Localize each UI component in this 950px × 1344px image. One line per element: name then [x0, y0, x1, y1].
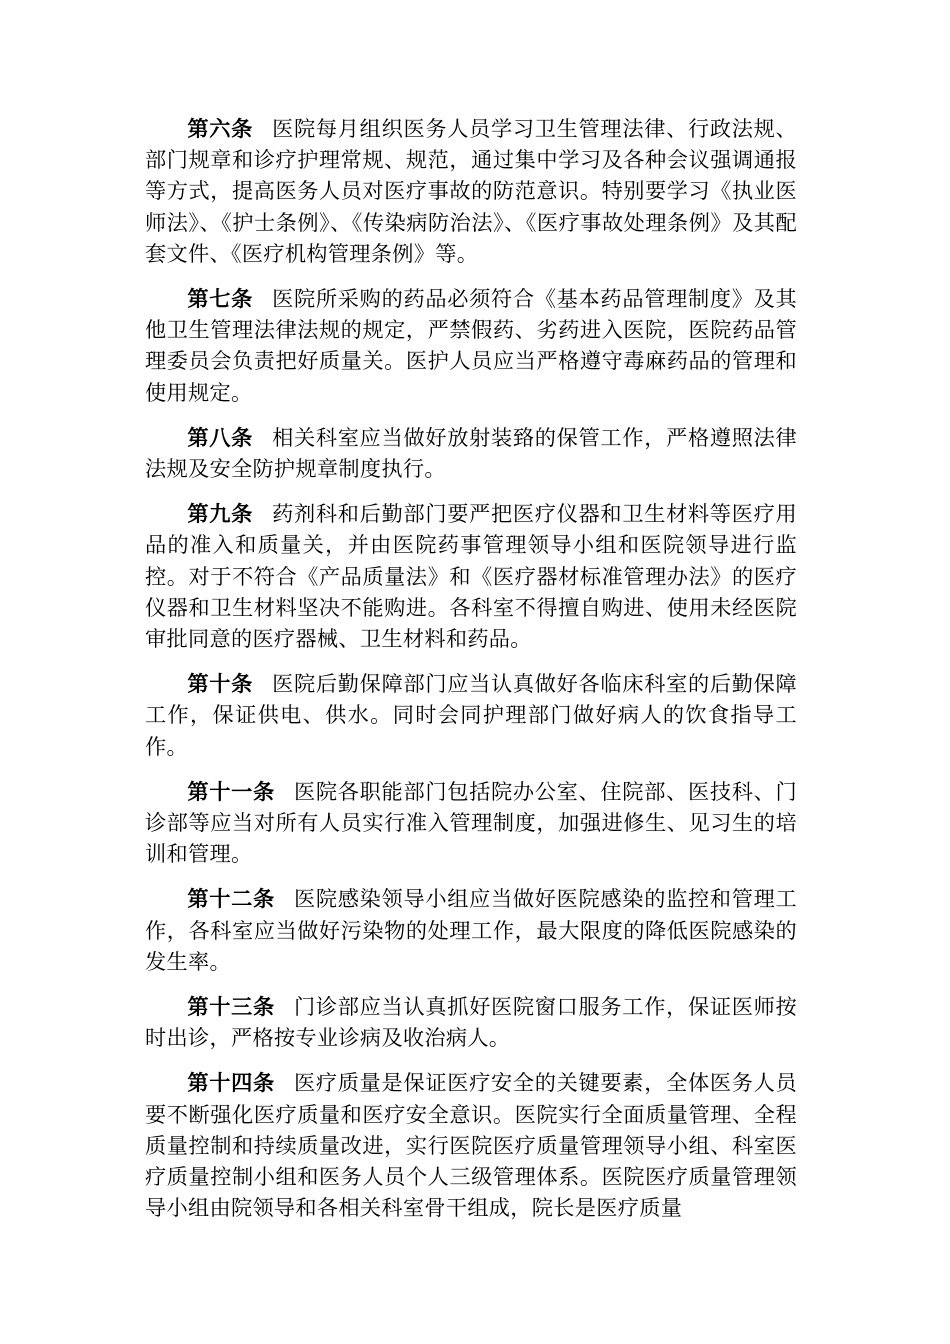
article-14	[145, 1067, 797, 1223]
article-number: 第十二条	[187, 886, 275, 912]
article-number: 第十四条	[187, 1070, 275, 1096]
article-number: 第七条	[187, 286, 254, 312]
article-number: 第十条	[187, 671, 254, 697]
article-text: 医疗质量是保证医疗安全的关键要素，全体医务人员要不断强化医疗质量和医疗安全意识。医院实行全面质量管理、全程质量控制和持续质量改进，实行医院医疗质量管理领导小组、科室医疗质量控制小组和医务人员个人三级管理体系。医院医疗质量管理领导小组由院领导和各相关科室骨干组成，院长是医疗质量	[145, 1070, 797, 1221]
article-text: 门诊部应当认真抓好医院窗口服务工作，保证医师按时出诊，严格按专业诊病及收治病人。	[145, 994, 797, 1051]
article-12	[145, 883, 797, 977]
article-number: 第十三条	[187, 994, 275, 1020]
article-number: 第十一条	[187, 778, 275, 804]
article-10	[145, 668, 797, 762]
article-text: 医院每月组织医务人员学习卫生管理法律、行政法规、部门规章和诊疗护理常规、规范，通过集中学习及各种会议强调通报等方式，提高医务人员对医疗事故的防范意识。特别要学习《执业医师法》、《护士条例》、《传染病防治法》、《医疗事故处理条例》及其配套文件、《医疗机构管理条例》等。	[145, 116, 798, 266]
article-text: 医院各职能部门包括院办公室、住院部、医技科、门诊部等应当对所有人员实行准入管理制度，加强进修生、见习生的培训和管理。	[145, 778, 797, 867]
article-8	[145, 422, 797, 484]
article-text: 医院感染领导小组应当做好医院感染的监控和管理工作，各科室应当做好污染物的处理工作，最大限度的降低医院感染的发生率。	[145, 886, 797, 974]
article-number: 第九条	[187, 501, 254, 527]
article-6	[145, 113, 797, 269]
article-7	[145, 283, 797, 408]
article-text: 医院后勤保障部门应当认真做好各临床科室的后勤保障工作，保证供电、供水。同时会同护理部门做好病人的饮食指导工作。	[145, 671, 798, 759]
article-9	[145, 498, 797, 654]
article-11	[145, 776, 797, 870]
article-number: 第六条	[187, 116, 254, 141]
document-page	[145, 113, 797, 1238]
article-text: 药剂科和后勤部门要严把医疗仪器和卫生材料等医疗用品的准入和质量关，并由医院药事管理领导小组和医院领导进行监控。对于不符合《产品质量法》和《医疗器材标准管理办法》的医疗仪器和卫生材料坚决不能购进。各科室不得擅自购进、使用未经医院审批同意的医疗器械、卫生材料和药品。	[145, 501, 798, 652]
article-text: 相关科室应当做好放射装臵的保管工作，严格遵照法律法规及安全防护规章制度执行。	[145, 424, 798, 482]
article-13	[145, 991, 797, 1053]
article-number: 第八条	[187, 424, 254, 450]
article-text: 医院所采购的药品必须符合《基本药品管理制度》及其他卫生管理法律法规的规定，严禁假药、劣药进入医院，医院药品管理委员会负责把好质量关。医护人员应当严格遵守毒麻药品的管理和使用规定。	[145, 286, 798, 405]
